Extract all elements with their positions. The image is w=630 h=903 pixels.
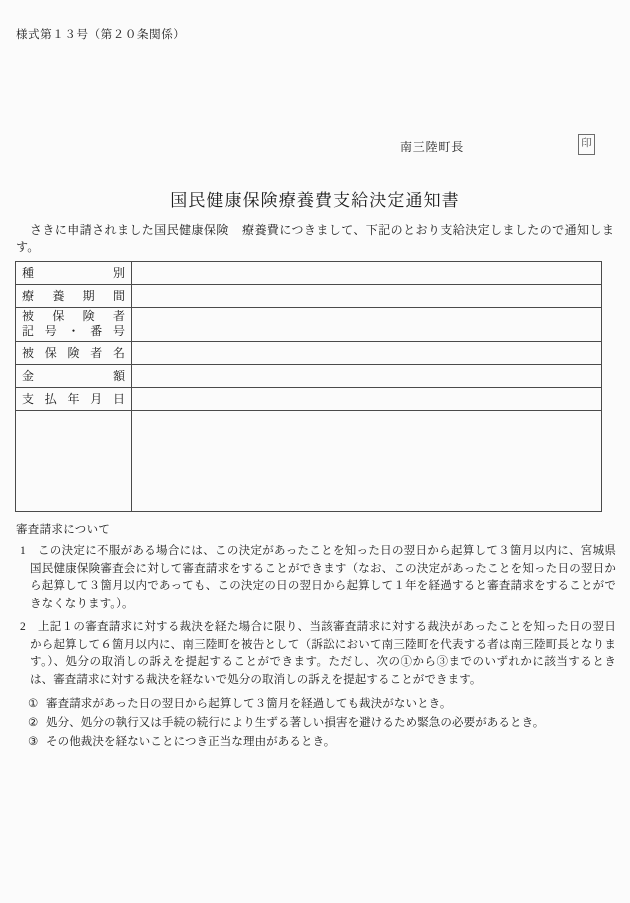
row-value-amount[interactable]	[132, 365, 602, 388]
appeal-item-1	[16, 543, 616, 613]
page-title: 国民健康保険療養費支給決定通知書	[170, 191, 460, 210]
label-char: 金	[22, 369, 35, 383]
appeal-exception-2	[16, 714, 616, 733]
table-row	[16, 308, 602, 342]
label-char: 種	[22, 266, 35, 280]
row-label-treatment-period	[16, 285, 132, 308]
label-char: 年	[67, 392, 80, 406]
row-label-remarks	[16, 411, 132, 512]
appeal-heading: 審査請求について	[16, 524, 111, 536]
appeal-item-2-marker: 2	[20, 621, 26, 633]
row-label-payment-date	[16, 388, 132, 411]
appeal-exception-3-marker: ③	[28, 736, 39, 748]
appeal-exception-3-text: その他裁決を経ないことにつき正当な理由があるとき。	[46, 736, 336, 748]
label-char: 号	[44, 324, 57, 338]
table-row	[16, 262, 602, 285]
label-char: 険	[67, 346, 80, 360]
row-value-payment-date[interactable]	[132, 388, 602, 411]
issuer-row	[0, 136, 630, 158]
benefit-details-table	[15, 261, 602, 512]
label-char: 者	[112, 309, 125, 323]
appeal-exception-1	[16, 695, 616, 714]
label-char: 番	[90, 324, 103, 338]
label-char: 日	[112, 392, 125, 406]
appeal-item-2	[16, 619, 616, 689]
row-value-type[interactable]	[132, 262, 602, 285]
appeal-item-2-text: 上記１の審査請求に対する裁決を経た場合に限り、当該審査請求に対する裁決があったことを知った日の翌日から起算して６箇月以内に、南三陸町を被告として（訴訟において南三陸町を代表する者は南三陸町長となります。）、処分の取消しの訴えを提起することができます。ただし、次の①から③までのいずれかに該当するときは、審査請求に対する裁決を経ないで処分の取消しの訴えを提起することができます。	[30, 621, 616, 686]
row-value-remarks[interactable]	[132, 411, 602, 512]
label-char: 被	[22, 309, 35, 323]
appeal-exception-1-marker: ①	[28, 698, 39, 710]
row-value-insured-symbol-number[interactable]	[132, 308, 602, 342]
label-char: 期	[82, 289, 95, 303]
table-row	[16, 411, 602, 512]
label-char: 額	[112, 369, 125, 383]
label-char: 記	[22, 324, 35, 338]
appeal-exception-2-text: 処分、処分の執行又は手続の続行により生ずる著しい損害を避けるため緊急の必要があるとき。	[46, 717, 545, 729]
intro-paragraph	[16, 222, 614, 256]
table-row	[16, 285, 602, 308]
label-char: 保	[44, 346, 57, 360]
table-row	[16, 388, 602, 411]
seal-stamp-box: 印	[578, 134, 595, 155]
label-char: 保	[52, 309, 65, 323]
row-label-insured-name	[16, 342, 132, 365]
appeal-section	[16, 521, 616, 752]
appeal-exception-list	[16, 695, 616, 752]
table-row	[16, 342, 602, 365]
label-char: 支	[22, 392, 35, 406]
label-char: 月	[90, 392, 103, 406]
appeal-exception-2-marker: ②	[28, 717, 39, 729]
row-label-type	[16, 262, 132, 285]
form-number: 様式第１３号（第２０条関係）	[16, 29, 186, 41]
row-label-insured-symbol-number	[16, 308, 132, 342]
intro-text-part2: 療養費につきまして、下記のとおり支給決定しましたので通知します。	[16, 223, 614, 254]
label-char: 払	[44, 392, 57, 406]
appeal-item-1-text: この決定に不服がある場合には、この決定があったことを知った日の翌日から起算して３箇月以内に、宮城県国民健康保険審査会に対して審査請求をすることができます（なお、この決定があったことを知った日の翌日から起算して３箇月以内であっても、この決定の日の翌日から起算して１年を経過すると審査請求をすることができなくなります。）。	[30, 545, 616, 610]
row-label-amount	[16, 365, 132, 388]
label-char: 別	[112, 266, 125, 280]
issuer-name: 南三陸町長	[400, 140, 465, 154]
label-char: 名	[112, 346, 125, 360]
intro-text-part1: さきに申請されました国民健康保険	[30, 223, 229, 237]
label-char: 険	[82, 309, 95, 323]
row-value-insured-name[interactable]	[132, 342, 602, 365]
label-char: 間	[112, 289, 125, 303]
table-row	[16, 365, 602, 388]
label-char: 被	[22, 346, 35, 360]
label-char: 養	[52, 289, 65, 303]
row-value-treatment-period[interactable]	[132, 285, 602, 308]
appeal-exception-3	[16, 733, 616, 752]
appeal-item-1-marker: 1	[20, 545, 26, 557]
appeal-exception-1-text: 審査請求があった日の翌日から起算して３箇月を経過しても裁決がないとき。	[46, 698, 452, 710]
label-char: ・	[67, 324, 80, 338]
label-char: 号	[112, 324, 125, 338]
label-char: 療	[22, 289, 35, 303]
label-char: 者	[90, 346, 103, 360]
